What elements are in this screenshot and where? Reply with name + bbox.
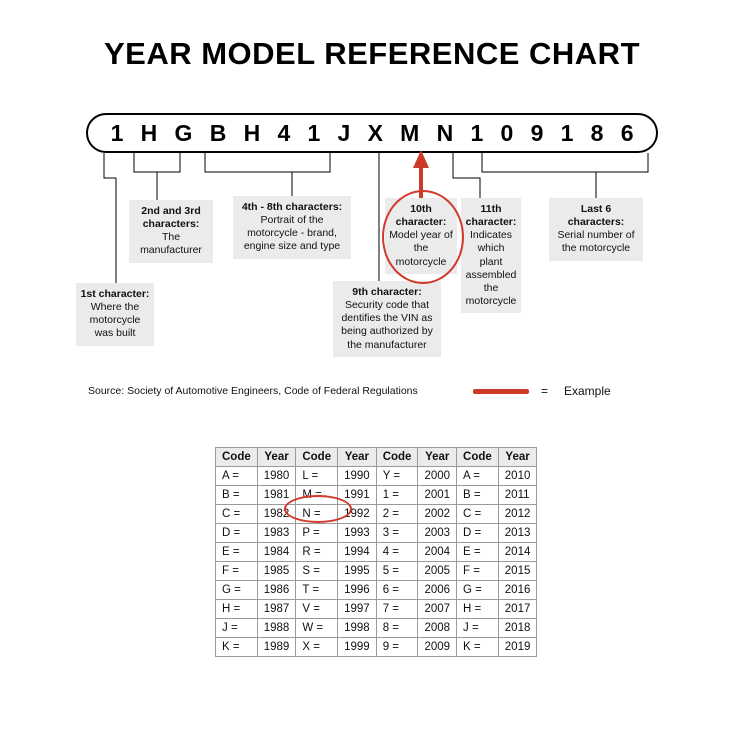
cell-code: S = bbox=[296, 562, 338, 581]
cell-code: G = bbox=[216, 581, 258, 600]
table-row bbox=[216, 562, 537, 581]
cell-code: T = bbox=[296, 581, 338, 600]
column-header: Code bbox=[216, 448, 258, 467]
vin-char: X bbox=[367, 119, 383, 146]
cell-year: 1986 bbox=[257, 581, 296, 600]
column-header: Year bbox=[418, 448, 457, 467]
column-header: Year bbox=[257, 448, 296, 467]
cell-code: 9 = bbox=[376, 638, 418, 657]
callout-9th-character bbox=[333, 281, 441, 357]
cell-code: G = bbox=[457, 581, 499, 600]
cell-year: 2009 bbox=[418, 638, 457, 657]
cell-year: 2017 bbox=[498, 600, 537, 619]
cell-year: 1994 bbox=[338, 543, 377, 562]
model-year-highlight-circle bbox=[382, 190, 464, 284]
callout-2nd-3rd-characters bbox=[129, 200, 213, 263]
callout-heading: 2nd and 3rd characters: bbox=[141, 205, 201, 231]
vin-char: 1 bbox=[110, 119, 124, 146]
cell-year: 2015 bbox=[498, 562, 537, 581]
vin-char: 0 bbox=[500, 119, 514, 146]
cell-code: H = bbox=[216, 600, 258, 619]
cell-year: 1995 bbox=[338, 562, 377, 581]
cell-code: H = bbox=[457, 600, 499, 619]
vin-char: H bbox=[243, 119, 261, 146]
column-header: Year bbox=[498, 448, 537, 467]
cell-year: 1993 bbox=[338, 524, 377, 543]
table-row bbox=[216, 467, 537, 486]
column-header: Code bbox=[296, 448, 338, 467]
cell-code: K = bbox=[457, 638, 499, 657]
legend-example-label: Example bbox=[564, 384, 611, 398]
year-code-table-wrapper bbox=[215, 447, 537, 657]
vin-char: G bbox=[174, 119, 193, 146]
column-header: Code bbox=[376, 448, 418, 467]
cell-year: 1980 bbox=[257, 467, 296, 486]
cell-code: 1 = bbox=[376, 486, 418, 505]
cell-year: 1997 bbox=[338, 600, 377, 619]
cell-code: P = bbox=[296, 524, 338, 543]
cell-year: 1988 bbox=[257, 619, 296, 638]
vin-char: 1 bbox=[307, 119, 321, 146]
legend-equals-sign: = bbox=[541, 384, 549, 398]
callout-body: Serial number of the motorcycle bbox=[557, 229, 635, 255]
callout-body: The manufacturer bbox=[140, 231, 202, 257]
cell-code: 3 = bbox=[376, 524, 418, 543]
cell-year: 2003 bbox=[418, 524, 457, 543]
cell-year: 1982 bbox=[257, 505, 296, 524]
cell-code: E = bbox=[457, 543, 499, 562]
callout-heading: 10th character: bbox=[395, 203, 447, 229]
cell-code: X = bbox=[296, 638, 338, 657]
cell-code: J = bbox=[216, 619, 258, 638]
cell-code-highlighted: M = bbox=[296, 486, 338, 505]
cell-year: 2013 bbox=[498, 524, 537, 543]
callout-1st-character bbox=[76, 283, 154, 346]
cell-code: V = bbox=[296, 600, 338, 619]
callout-heading: Last 6 characters: bbox=[567, 203, 625, 229]
cell-year: 2018 bbox=[498, 619, 537, 638]
cell-year: 1983 bbox=[257, 524, 296, 543]
cell-code: C = bbox=[216, 505, 258, 524]
callout-heading: 11th character: bbox=[465, 203, 517, 229]
callout-body: Model year of the motorcycle bbox=[389, 229, 453, 268]
cell-year: 2006 bbox=[418, 581, 457, 600]
cell-year: 1987 bbox=[257, 600, 296, 619]
year-code-table bbox=[215, 447, 537, 657]
cell-year: 2011 bbox=[498, 486, 537, 505]
callout-last-6-characters bbox=[549, 198, 643, 261]
vin-char: 6 bbox=[620, 119, 634, 146]
vin-char: 4 bbox=[277, 119, 291, 146]
cell-year: 1998 bbox=[338, 619, 377, 638]
page-title: YEAR MODEL REFERENCE CHART bbox=[103, 36, 641, 71]
cell-year: 2016 bbox=[498, 581, 537, 600]
cell-year: 1990 bbox=[338, 467, 377, 486]
cell-code: L = bbox=[296, 467, 338, 486]
cell-year: 1996 bbox=[338, 581, 377, 600]
vin-char: B bbox=[209, 119, 227, 146]
callout-heading: 1st character: bbox=[80, 288, 150, 300]
vin-char: 1 bbox=[560, 119, 574, 146]
cell-code: C = bbox=[457, 505, 499, 524]
vin-char: 8 bbox=[590, 119, 604, 146]
table-row bbox=[216, 505, 537, 524]
cell-year: 2002 bbox=[418, 505, 457, 524]
cell-code: E = bbox=[216, 543, 258, 562]
cell-code: B = bbox=[216, 486, 258, 505]
vin-number-strip bbox=[86, 113, 658, 153]
vin-char: 9 bbox=[530, 119, 544, 146]
cell-code: N = bbox=[296, 505, 338, 524]
table-row bbox=[216, 638, 537, 657]
cell-code: W = bbox=[296, 619, 338, 638]
cell-code: J = bbox=[457, 619, 499, 638]
cell-code: 7 = bbox=[376, 600, 418, 619]
callout-body: Where the motorcycle was built bbox=[89, 301, 141, 340]
cell-year: 1981 bbox=[257, 486, 296, 505]
source-note: Source: Society of Automotive Engineers, Code of Federal Regulations bbox=[88, 385, 418, 397]
column-header: Year bbox=[338, 448, 377, 467]
cell-code: A = bbox=[216, 467, 258, 486]
vin-char: 1 bbox=[470, 119, 484, 146]
table-row bbox=[216, 524, 537, 543]
vin-char: H bbox=[140, 119, 158, 146]
cell-year: 1992 bbox=[338, 505, 377, 524]
callout-body: Security code that dentifies the VIN as being authorized by the manufacturer bbox=[341, 299, 433, 351]
vin-char: N bbox=[436, 119, 454, 146]
callout-heading: 4th - 8th characters: bbox=[241, 201, 343, 213]
table-header-row bbox=[216, 448, 537, 467]
vin-char-highlighted: M bbox=[400, 119, 420, 146]
cell-year: 2007 bbox=[418, 600, 457, 619]
table-row bbox=[216, 619, 537, 638]
cell-code: R = bbox=[296, 543, 338, 562]
cell-code: 2 = bbox=[376, 505, 418, 524]
cell-year: 2008 bbox=[418, 619, 457, 638]
cell-year: 2019 bbox=[498, 638, 537, 657]
legend-example-bar bbox=[473, 389, 529, 394]
cell-year: 1989 bbox=[257, 638, 296, 657]
table-row bbox=[216, 543, 537, 562]
cell-year: 1999 bbox=[338, 638, 377, 657]
cell-year: 1984 bbox=[257, 543, 296, 562]
cell-year-highlighted: 1991 bbox=[338, 486, 377, 505]
cell-code: F = bbox=[216, 562, 258, 581]
cell-year: 2005 bbox=[418, 562, 457, 581]
table-row bbox=[216, 581, 537, 600]
column-header: Code bbox=[457, 448, 499, 467]
callout-heading: 9th character: bbox=[352, 286, 422, 298]
cell-year: 2010 bbox=[498, 467, 537, 486]
cell-year: 2001 bbox=[418, 486, 457, 505]
callout-body: Portrait of the motorcycle - brand, engine size and type bbox=[243, 214, 341, 253]
cell-code: D = bbox=[457, 524, 499, 543]
cell-code: F = bbox=[457, 562, 499, 581]
cell-code: K = bbox=[216, 638, 258, 657]
cell-year: 1985 bbox=[257, 562, 296, 581]
cell-code: A = bbox=[457, 467, 499, 486]
cell-code: 4 = bbox=[376, 543, 418, 562]
table-row bbox=[216, 486, 537, 505]
cell-year: 2004 bbox=[418, 543, 457, 562]
cell-year: 2000 bbox=[418, 467, 457, 486]
cell-code: Y = bbox=[376, 467, 418, 486]
cell-code: 6 = bbox=[376, 581, 418, 600]
table-row bbox=[216, 600, 537, 619]
cell-code: 8 = bbox=[376, 619, 418, 638]
cell-year: 2012 bbox=[498, 505, 537, 524]
callout-body: Indicates which plant assembled the motorcycle bbox=[465, 229, 517, 307]
cell-code: B = bbox=[457, 486, 499, 505]
cell-code: 5 = bbox=[376, 562, 418, 581]
vin-char: J bbox=[337, 119, 351, 146]
cell-code: D = bbox=[216, 524, 258, 543]
cell-year: 2014 bbox=[498, 543, 537, 562]
callout-11th-character bbox=[461, 198, 521, 313]
callout-4th-8th-characters bbox=[233, 196, 351, 259]
